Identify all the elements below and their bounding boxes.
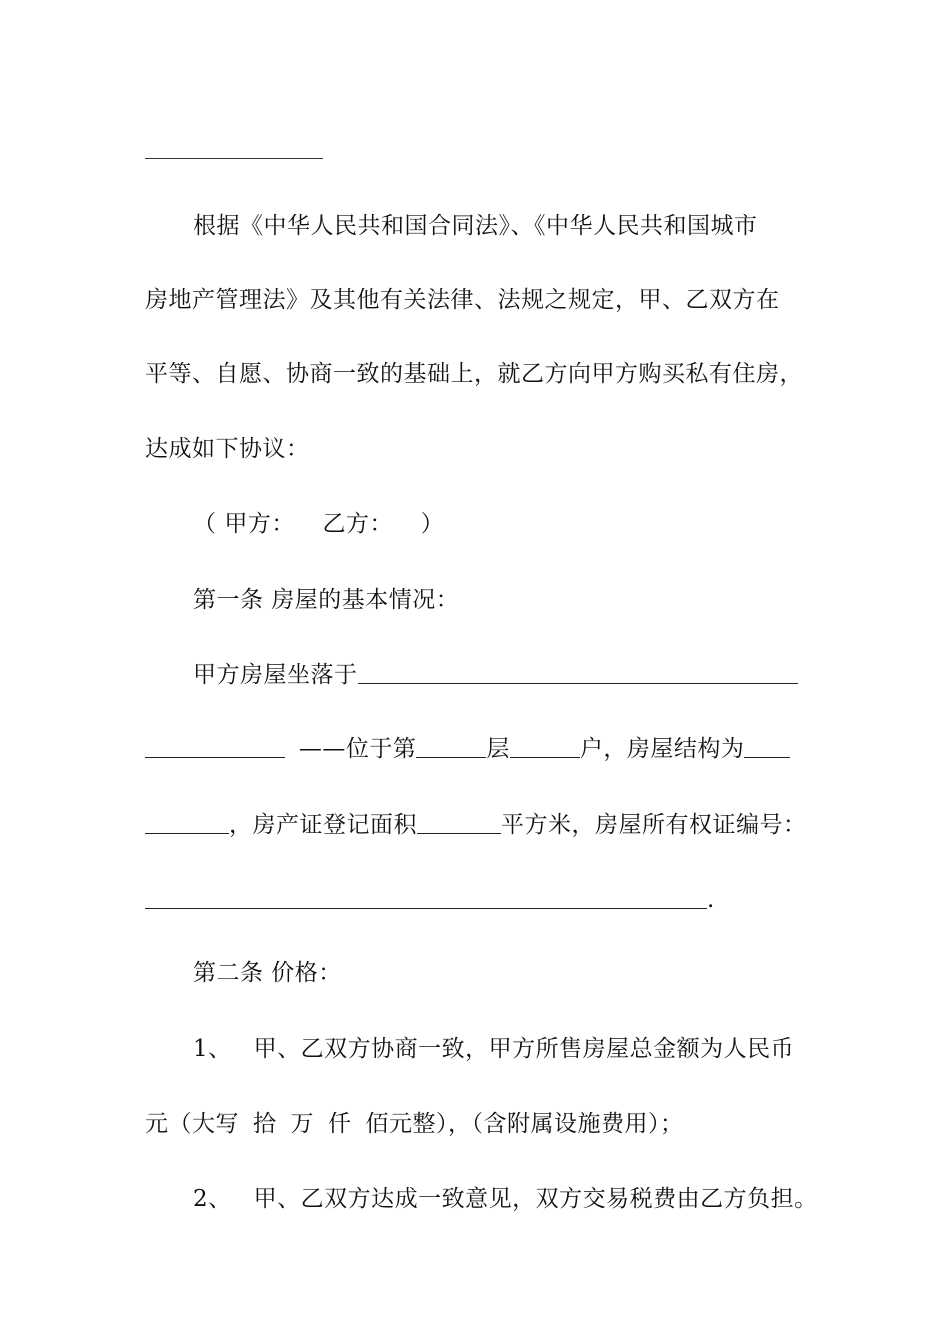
party-b-label: 乙方：: [322, 511, 393, 537]
certificate-number-blank: [145, 886, 707, 909]
top-rule: [145, 158, 323, 159]
location-continued-blank: [145, 735, 285, 758]
parties-open-paren: （: [193, 511, 217, 537]
certificate-line: [145, 885, 715, 915]
area-unit-label: 平方米，房屋所有权证编号：: [501, 812, 807, 838]
parties-close-paren: ）: [420, 511, 445, 537]
intro-line-1: 根据《中华人民共和国合同法》、《中华人民共和国城市: [193, 213, 758, 239]
area-line: [145, 810, 807, 840]
floor-prefix: ——位于第: [298, 736, 417, 762]
certificate-end-period: .: [707, 887, 715, 913]
intro-line-3: 平等、自愿、协商一致的基础上，就乙方向甲方购买私有住房，: [145, 361, 803, 387]
price-item-2-text: 甲、乙双方达成一致意见，双方交易税费由乙方负担。: [253, 1186, 818, 1212]
location-label: 甲方房屋坐落于: [193, 662, 358, 688]
price-bai-label: 佰元整），（含附属设施费用）；: [365, 1111, 684, 1137]
party-a-label: 甲方：: [224, 511, 295, 537]
price-item-1-text: 甲、乙双方协商一致，甲方所售房屋总金额为人民币: [253, 1036, 795, 1062]
price-qian-label: 仟: [328, 1111, 352, 1137]
intro-line-4: 达成如下协议：: [145, 436, 310, 462]
unit-blank: [510, 735, 580, 758]
floor-blank: [416, 735, 486, 758]
price-shi-label: 拾: [253, 1111, 277, 1137]
structure-continued-blank: [145, 811, 229, 834]
price-item-1-line-1: [193, 1034, 794, 1064]
article-2-heading: 第二条 价格：: [193, 960, 342, 986]
area-blank: [417, 811, 501, 834]
article-1-heading: 第一条 房屋的基本情况：: [193, 587, 460, 613]
location-line: [193, 660, 798, 690]
parties-line: [193, 509, 444, 539]
floor-line: [145, 734, 790, 764]
price-yuan-uppercase-label: 元（大写: [145, 1111, 239, 1137]
intro-line-2: 房地产管理法》及其他有关法律、法规之规定，甲、乙双方在: [145, 287, 780, 313]
unit-label: 户，房屋结构为: [579, 736, 745, 762]
price-item-2-number: 2、: [193, 1186, 232, 1212]
structure-blank: [744, 735, 790, 758]
price-item-1-number: 1、: [193, 1036, 232, 1062]
area-label: ，房产证登记面积: [229, 812, 417, 838]
price-wan-label: 万: [290, 1111, 314, 1137]
floor-label: 层: [486, 736, 510, 762]
price-item-2: [193, 1184, 818, 1214]
price-item-1-line-2: [145, 1109, 684, 1139]
location-blank: [358, 661, 798, 684]
